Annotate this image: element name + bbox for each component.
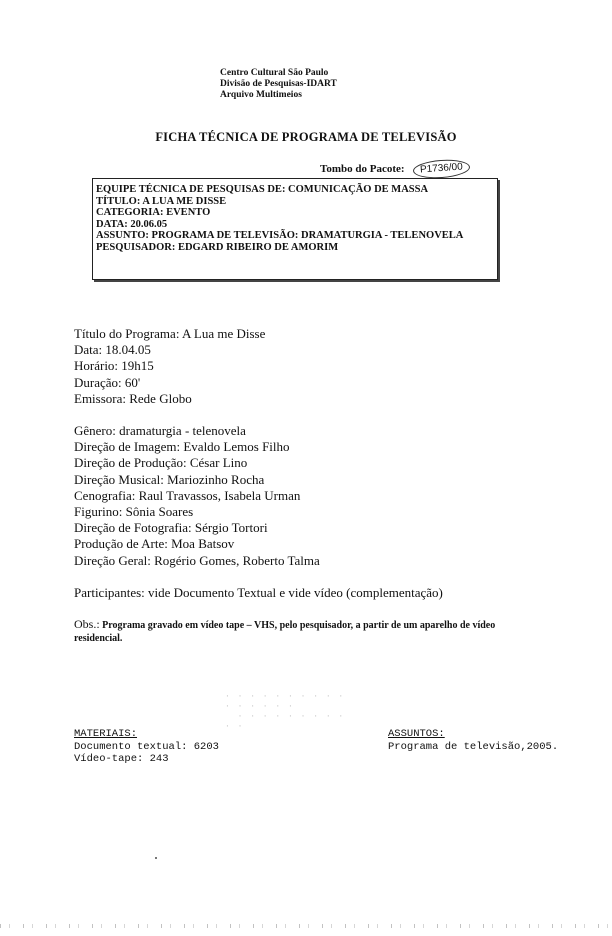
box-line: TÍTULO: A LUA ME DISSE (96, 195, 227, 207)
credit-scenography: Cenografia: Raul Travassos, Isabela Urman (74, 487, 301, 503)
scan-edge-noise (0, 924, 612, 928)
obs-label: Obs.: (74, 617, 100, 631)
faded-illegible-text: · · · · · · · · · · · · · · · · · · · · · · · · · · · (225, 692, 345, 731)
header-line: Arquivo Multimeios (220, 90, 302, 100)
tombo-field (320, 160, 469, 178)
box-line: DATA: 20.06.05 (96, 218, 168, 230)
header-line: Centro Cultural São Paulo (220, 68, 329, 78)
box-line: ASSUNTO: PROGRAMA DE TELEVISÃO: DRAMATURGIA - TELENOVELA (96, 230, 464, 241)
subjects-line: Programa de televisão,2005. (388, 740, 559, 753)
observation (74, 618, 544, 645)
box-line: PESQUISADOR: EDGARD RIBEIRO DE AMORIM (96, 241, 339, 253)
credit-photography: Direção de Fotografia: Sérgio Tortori (74, 520, 268, 536)
credit-genre: Gênero: dramaturgia - telenovela (74, 423, 246, 439)
credit-general-direction: Direção Geral: Rogério Gomes, Roberto Talma (74, 552, 320, 568)
subjects-section (388, 728, 558, 753)
credit-costume: Figurino: Sônia Soares (74, 504, 194, 520)
tombo-stamp: P1736/00 (412, 158, 470, 180)
box-line: CATEGORIA: EVENTO (96, 207, 211, 218)
document-title: FICHA TÉCNICA DE PROGRAMA DE TELEVISÃO (155, 130, 457, 144)
credit-music-direction: Direção Musical: Mariozinho Rocha (74, 471, 265, 487)
program-broadcaster: Emissora: Rede Globo (74, 390, 192, 406)
credit-production-direction: Direção de Produção: César Lino (74, 455, 248, 471)
box-line: EQUIPE TÉCNICA DE PESQUISAS DE: COMUNICAÇÃO DE MASSA (96, 184, 429, 195)
credit-image-direction: Direção de Imagem: Evaldo Lemos Filho (74, 439, 290, 455)
materials-section (74, 728, 219, 766)
credit-art-production: Produção de Arte: Moa Batsov (74, 536, 235, 552)
institution-header (220, 68, 337, 101)
subjects-heading: ASSUNTOS: (388, 728, 445, 740)
tombo-label: Tombo do Pacote: (320, 163, 405, 175)
participants: Participantes: vide Documento Textual e vide vídeo (complementação) (74, 584, 443, 600)
program-duration: Duração: 60' (74, 374, 141, 390)
materials-line: Documento textual: 6203 (74, 740, 219, 753)
header-line: Divisão de Pesquisas-IDART (220, 79, 337, 89)
program-title: Título do Programa: A Lua me Disse (74, 326, 266, 341)
obs-text: Programa gravado em vídeo tape – VHS, pelo pesquisador, a partir de um aparelho de vídeo residencial. (74, 620, 496, 644)
program-date: Data: 18.04.05 (74, 342, 151, 358)
research-info-box (92, 178, 498, 280)
scan-speck (155, 857, 157, 859)
materials-line: Vídeo-tape: 243 (74, 753, 169, 765)
program-fields (74, 326, 443, 601)
materials-heading: MATERIAIS: (74, 728, 138, 740)
program-time: Horário: 19h15 (74, 358, 154, 374)
